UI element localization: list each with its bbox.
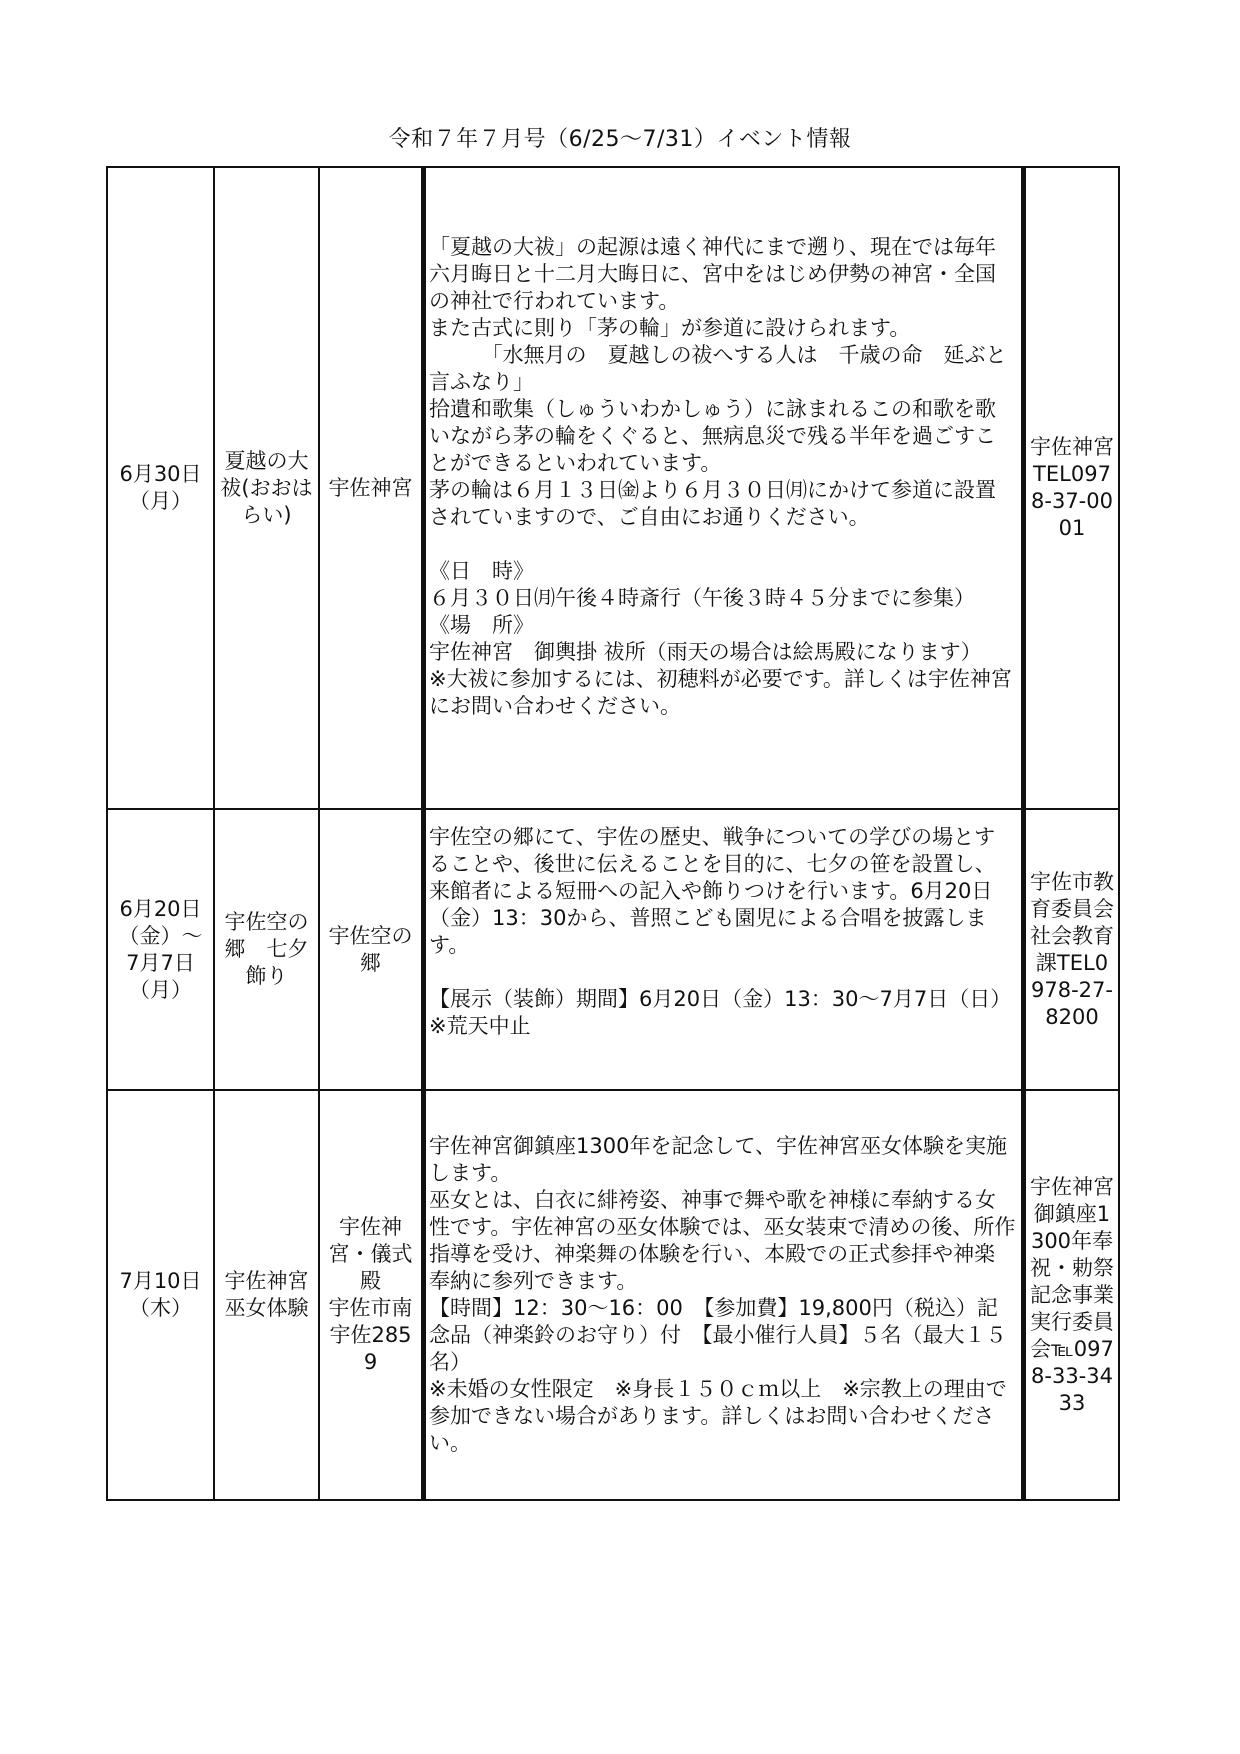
event-description — [422, 1090, 1025, 1500]
event-description-text: 宇佐空の郷にて、宇佐の歴史、戦争についての学びの場とすることや、後世に伝えることを目的に、七夕の笹を設置し、来館者による短冊への記入や飾りつけを行います。6月20日（金）13：30から、普照こども園児による合唱を披露します。 【展示（装飾）期間】6月20日（金）13：30～7月7日（日） ※荒天中止 — [429, 825, 1012, 1038]
event-place: 宇佐神宮 — [319, 167, 422, 809]
events-table — [106, 166, 1120, 1501]
event-description-text: 「夏越の大祓」の起源は遠く神代にまで遡り、現在では毎年六月晦日と十二月大晦日に、宮中をはじめ伊勢の神宮・全国の神社で行われています。 また古式に則り「茅の輪」が参道に設けられます。 「水無月の 夏越しの祓へする人は 千歳の命 延ぶと言ふなり」 拾遺和歌集（しゅういわかしゅう）に詠まれるこの和歌を歌いながら茅の輪をくぐると、無病息災で残る半年を過ごすことができるといわれています。 茅の輪は６月１３日㈮より６月３０日㈪にかけて参道に設置されていますので、ご自由にお通りください。 《日 時》 ６月３０日㈪午後４時斎行（午後３時４５分までに参集） 《場 所》 宇佐神宮 御輿掛 祓所（雨天の場合は絵馬殿になります） ※大祓に参加するには、初穂料が必要です。詳しくは宇佐神宮にお問い合わせください。 — [429, 235, 1012, 718]
event-contact: 宇佐神宮TEL0978-37-0001 — [1025, 167, 1119, 809]
event-contact: 宇佐神宮御鎮座1300年奉祝・勅祭記念事業実行委員会℡0978-33-3433 — [1025, 1090, 1119, 1500]
event-name: 夏越の大祓(おおはらい) — [214, 167, 319, 809]
event-description-text: 宇佐神宮御鎮座1300年を記念して、宇佐神宮巫女体験を実施します。 巫女とは、白衣に緋袴姿、神事で舞や歌を神様に奉納する女性です。宇佐神宮の巫女体験では、巫女装束で清めの後、所作指導を受け、神楽舞の体験を行い、本殿での正式参拝や神楽奉納に参列できます。 【時間】12：30～16：00 【参加費】19,800円（税込）記念品（神楽鈴のお守り）付 【最小催行人員】５名（最大１５名） ※未婚の女性限定 ※身長１５０ｃｍ以上 ※宗教上の理由で参加できない場合があります。詳しくはお問い合わせください。 — [429, 1134, 1016, 1455]
table-row — [107, 809, 1119, 1090]
event-date: 6月30日（月） — [107, 167, 214, 809]
event-name: 宇佐空の郷 七夕飾り — [214, 809, 319, 1090]
table-row — [107, 1090, 1119, 1500]
table-row — [107, 167, 1119, 809]
event-date: 6月20日（金）～7月7日（月） — [107, 809, 214, 1090]
event-contact: 宇佐市教育委員会社会教育課TEL0978-27-8200 — [1025, 809, 1119, 1090]
event-description — [422, 809, 1025, 1090]
event-description — [422, 167, 1025, 809]
event-name: 宇佐神宮巫女体験 — [214, 1090, 319, 1500]
page-title: 令和７年７月号（6/25～7/31）イベント情報 — [388, 127, 852, 152]
event-place: 宇佐神宮・儀式殿 宇佐市南宇佐2859 — [319, 1090, 422, 1500]
event-place: 宇佐空の郷 — [319, 809, 422, 1090]
event-date: 7月10日（木） — [107, 1090, 214, 1500]
